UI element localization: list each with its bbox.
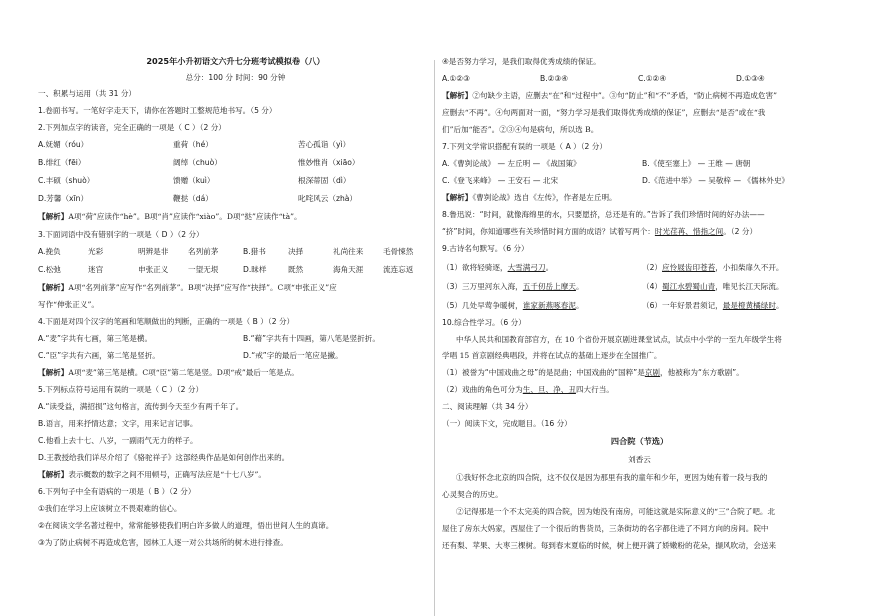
analysis-label: 【解析】 [38,212,69,221]
analysis-label: 【解析】 [38,283,69,292]
option: 惟妙惟肖（xiāo） [298,158,360,167]
option: 明辨是非 [138,247,169,256]
article-author: 刘香云 [628,455,651,464]
section-heading: 一、积累与运用（共 31 分） [38,89,137,98]
question-8-stem: 8.鲁迅说：“时间，就像海绵里的水，只要愿挤，总还是有的。”告诉了我们珍惜时间的好办法—— [442,210,765,219]
option: A.“麦”字共有七画，第三笔是横。 [38,334,153,343]
poem-end: 。 [575,282,584,291]
question-4-stem: 4.下面是对四个汉字的笔画和笔顺做出的判断，正确的一项是（ B ）（2 分） [38,317,295,326]
exam-meta: 总分：100 分 时间：90 分钟 [185,73,286,82]
prompt-end: ，他被称为“东方歌剧”。 [660,368,744,377]
analysis-text: A项“麦”第三笔是横。C项“臣”第二笔是竖。D项“戒”最后一笔是点。 [68,368,299,377]
option: B.②③④ [540,74,569,83]
article-paragraph: ②记得那是一个不太完美的四合院，因为她没有南房，可能这就是实际意义的“三”合院了吧。北 [456,507,776,516]
analysis-text: A项“名列前茅”应写作“名列前茅”。B项“决择”应写作“抉择”。C项“申张正义”应 [68,283,337,292]
poem-prompt: （6）一年好景君须记， [642,301,723,310]
poem-end: 。 [775,301,784,310]
option: B.绯红（fēi） [38,158,86,167]
option: B.猎书 [243,247,266,256]
analysis-text: 表示概数的数字之间不用顿号，正确写法应是“十七八岁”。 [68,470,266,479]
option: 迷宫 [88,265,104,274]
exam-title: 2025年小升初语文六升七分班考试模拟卷（八） [146,56,325,66]
analysis-text: 们”后加“能否”。②③④句是病句，所以选 B。 [442,125,599,134]
prompt-end: 四大行当。 [575,385,614,394]
option: D.芳馨（xīn） [38,194,89,203]
prompt: （2）戏曲的角色可分为 [442,385,523,394]
option: 鞭挞（dá） [173,194,213,203]
question-1: 1.卷面书写。一笔好字走天下，请你在答题时工整规范地书写。（5 分） [38,106,277,115]
article-paragraph: 屋住了房东大妈家，西屋住了一个很后的售货员，三条街坊的名字都住进了不同方向的房间。院中 [442,524,769,533]
option: 申张正义 [138,265,169,274]
option: 名列前茅 [188,247,219,256]
answer-text: 时光荏苒、惜指之间 [654,227,724,236]
analysis-text: 写作“伸张正义”。 [38,300,99,309]
poem-line [642,281,784,292]
poem-prompt: （2） [642,263,663,272]
option: D.昧样 [243,265,267,274]
article-paragraph: ①我好怀念北京的四合院，这不仅仅是因为那里有我的童年和少年，更因为她有着一段与我的 [456,473,768,482]
option: C.丰硕（shuò） [38,176,95,185]
option: B.语言，用来抒情达意；文字，用来记言记事。 [38,419,198,428]
option: A.妩媚（róu） [38,140,89,149]
analysis [38,367,299,378]
question-10-part-1 [442,367,744,378]
poem-line [442,281,584,292]
option: 馈赠（kuì） [173,176,215,185]
answer-text: 大雪满弓刀 [507,263,546,272]
option: 海角天涯 [333,265,364,274]
option: 阔绰（chuò） [173,158,222,167]
sentence: ④是否努力学习，是我们取得优秀成绩的保证。 [442,57,601,66]
option: C.松弛 [38,265,61,274]
option: D.“戒”字的最后一笔应是撇。 [243,351,343,360]
option: 既然 [288,265,304,274]
poem-end: 。 [545,263,554,272]
answer-text: 蜀江水碧蜀山青 [662,282,716,291]
option: A.挽负 [38,247,61,256]
poem-end: ，小扣柴扉久不开。 [715,263,784,272]
material-text: 中华人民共和国教育部官方，在 10 个省份开展京剧进课堂试点，试点中小学的一至九年级学生将 [456,335,782,344]
option: 光彩 [88,247,104,256]
poem-prompt: （4） [642,282,663,291]
question-8-line [442,226,757,237]
option: C.他看上去十七、八岁，一副雨气无力的样子。 [38,436,198,445]
option: 一望无垠 [188,265,219,274]
question-8-text: “挤”时间，你知道哪些有关珍惜时间方面的成语？试着写两个： [442,227,655,236]
prompt: （1）被誉为“中国戏曲之母”的是昆曲；中国戏曲的“国粹”是 [442,368,645,377]
article-title: 四合院（节选） [610,436,669,446]
material-text: 学唱 15 首京剧经典唱段，并将在试点的基础上逐步在全国推广。 [442,351,662,360]
sentence: ③为了防止病树不再造成危害，园林工人逐一对公共场所的树木进行排查。 [38,538,288,547]
option: 礼尚往来 [333,247,364,256]
analysis-label: 【解析】 [442,91,473,100]
answer-text: 五千仞岳上摩天 [522,282,576,291]
answer-text: 生、旦、净、丑 [522,385,576,394]
article-paragraph: 心灵契合的历史。 [442,490,503,499]
analysis [38,469,266,480]
sentence: ②在阅读文学名著过程中，常常能够使我们明白许多做人的道理，悟出世间人生的真谛。 [38,521,334,530]
poem-end: ，唯见长江天际流。 [715,282,784,291]
analysis [442,192,617,203]
option: A.①②③ [442,74,470,83]
analysis-text: A项“荷”应读作“hè”。B项“肖”应读作“xiào”。D项“挞”应读作“tà”。 [68,212,302,221]
question-9-stem: 9.古诗名句默写。（6 分） [442,244,529,253]
analysis-label: 【解析】 [442,193,473,202]
reading-instruction: （一）阅读下文，完成题目。（16 分） [442,419,572,428]
option: D.王教授给我们详尽介绍了《骆驼祥子》这部经典作品是如何创作出来的。 [38,453,290,462]
question-2-stem: 2.下列加点字的读音，完全正确的一项是（ C ）（2 分） [38,123,226,132]
option: A.《曹刿论战》 — 左丘明 — 《战国策》 [442,159,581,168]
answer-text: 应怜屐齿印苍苔 [662,263,716,272]
option: 根深蒂固（dì） [298,176,351,185]
poem-line [642,262,784,273]
option: C.①②④ [638,74,667,83]
analysis [38,282,337,293]
answer-text: 最是橙黄橘绿时 [722,301,776,310]
question-10-stem: 10.综合性学习。（6 分） [442,318,526,327]
option: B.《使至塞上》 — 王维 — 唐朝 [642,159,751,168]
poem-end: 。 [575,301,584,310]
analysis [38,211,302,222]
analysis-text: ②句缺少主语，应删去“在”和“过程中”。③句“防止”和“不”矛盾，“防止病树不再造成危害” [472,91,777,100]
option: B.“藉”字共有十四画，第八笔是竖折折。 [243,334,380,343]
option: 重荷（hé） [173,140,213,149]
poem-line [642,300,784,311]
section-heading: 二、阅读理解（共 34 分） [442,402,533,411]
analysis-label: 【解析】 [38,368,69,377]
analysis-label: 【解析】 [38,470,69,479]
question-7-stem: 7.下列文学常识搭配有误的一项是（ A ）（2 分） [442,142,607,151]
poem-prompt: （5）几处早莺争暖树， [442,301,523,310]
option: 毛骨悚然 [383,247,414,256]
column-divider [434,60,435,616]
poem-prompt: （1）欲将轻骑逐， [442,263,508,272]
poem-line [442,262,553,273]
option: 决择 [288,247,304,256]
option: D.①③④ [736,74,765,83]
article-paragraph: 还有梨、苹果、大枣三棵树。每到春末夏临的时候，树上便开满了娇嫩粉的花朵，撷风吹动，会送来 [442,541,777,550]
question-3-stem: 3.下面词语中没有错别字的一项是（ D ）（2 分） [38,230,204,239]
question-6-stem: 6.下列句子中全有语病的一项是（ B ）（2 分） [38,487,196,496]
option: 苦心孤诣（yì） [298,140,351,149]
option: 流连忘返 [383,265,414,274]
option: A.“读受益，满招损”这句格言，流传到今天至少有两千年了。 [38,402,244,411]
analysis-text: 《曹刿论战》选自《左传》，作者是左丘明。 [472,193,617,202]
option: 叱咤风云（zhà） [298,194,358,203]
option: D.《范进中举》 — 吴敬梓 — 《儒林外史》 [642,176,790,185]
question-10-part-2 [442,384,614,395]
option: C.《登飞来峰》 — 王安石 — 北宋 [442,176,559,185]
sentence: ①我们在学习上应该树立不畏艰难的信心。 [38,504,182,513]
analysis [442,90,777,101]
points-text: 。（2 分） [723,227,758,236]
option: C.“臣”字共有六画，第二笔是竖折。 [38,351,160,360]
poem-line [442,300,584,311]
answer-text: 谁家新燕啄春泥 [522,301,576,310]
poem-prompt: （3）三万里河东入海， [442,282,523,291]
question-5-stem: 5.下列标点符号运用有误的一项是（ C ）（2 分） [38,385,204,394]
analysis-text: 应删去“不再”。④句两面对一面，“努力学习是我们取得优秀成绩的保证”，应删去“是否”或在“我 [442,108,766,117]
answer-text: 京剧 [644,368,661,377]
